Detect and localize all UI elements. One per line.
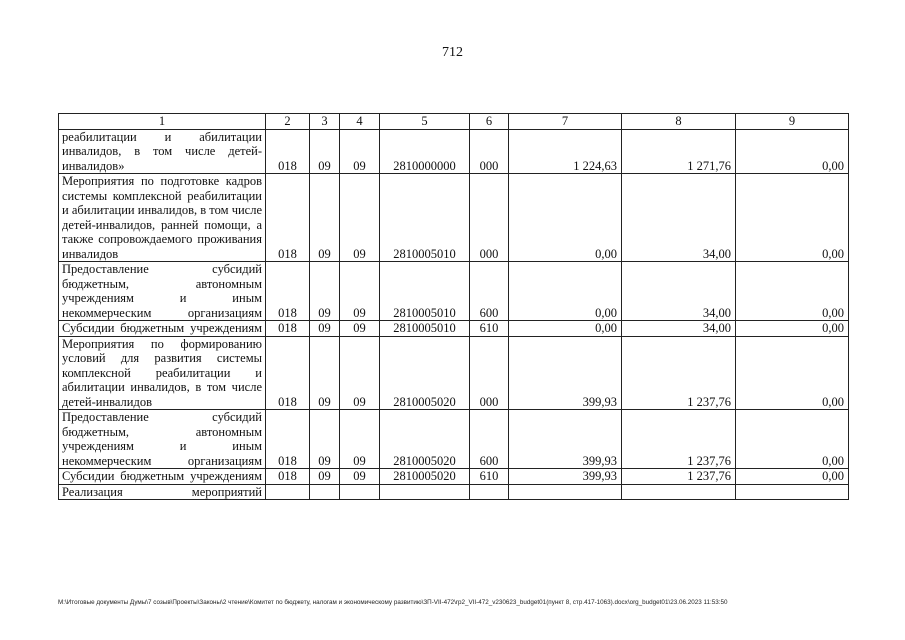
cell-amount-9: 0,00 [736, 129, 849, 174]
cell-amount-8 [622, 484, 736, 500]
cell-code-4: 09 [340, 469, 380, 485]
table-row [59, 336, 849, 410]
cell-amount-8: 1 271,76 [622, 129, 736, 174]
cell-amount-9: 0,00 [736, 469, 849, 485]
budget-table [58, 113, 849, 500]
cell-code-5: 2810000000 [380, 129, 470, 174]
cell-code-4: 09 [340, 174, 380, 262]
cell-code-6: 600 [470, 262, 509, 321]
cell-code-5: 2810005020 [380, 336, 470, 410]
cell-code-3: 09 [310, 321, 340, 337]
col-header-9: 9 [736, 114, 849, 130]
cell-code-6: 000 [470, 336, 509, 410]
cell-code-6: 610 [470, 469, 509, 485]
cell-amount-9: 0,00 [736, 262, 849, 321]
cell-code-2: 018 [266, 321, 310, 337]
cell-code-4: 09 [340, 336, 380, 410]
cell-code-2 [266, 484, 310, 500]
cell-amount-9 [736, 484, 849, 500]
cell-code-6: 610 [470, 321, 509, 337]
col-header-5: 5 [380, 114, 470, 130]
cell-code-3 [310, 484, 340, 500]
cell-amount-8: 34,00 [622, 321, 736, 337]
cell-amount-8: 1 237,76 [622, 410, 736, 469]
cell-code-5: 2810005010 [380, 321, 470, 337]
cell-code-6: 000 [470, 174, 509, 262]
cell-code-2: 018 [266, 129, 310, 174]
cell-amount-7: 1 224,63 [509, 129, 622, 174]
cell-name: Субсидии бюджетным учреждениям [59, 469, 266, 485]
col-header-8: 8 [622, 114, 736, 130]
cell-code-2: 018 [266, 174, 310, 262]
cell-code-2: 018 [266, 262, 310, 321]
table-row [59, 174, 849, 262]
cell-name: Предоставление субсидий бюджетным, автономным учреждениям и иным некоммерческим организациям [59, 262, 266, 321]
cell-amount-8: 34,00 [622, 262, 736, 321]
col-header-3: 3 [310, 114, 340, 130]
cell-amount-9: 0,00 [736, 410, 849, 469]
cell-code-4: 09 [340, 129, 380, 174]
col-header-2: 2 [266, 114, 310, 130]
cell-code-4: 09 [340, 410, 380, 469]
cell-code-3: 09 [310, 129, 340, 174]
table-row [59, 262, 849, 321]
cell-code-6 [470, 484, 509, 500]
cell-code-3: 09 [310, 336, 340, 410]
col-header-6: 6 [470, 114, 509, 130]
cell-code-4 [340, 484, 380, 500]
cell-code-5: 2810005020 [380, 469, 470, 485]
cell-amount-8: 34,00 [622, 174, 736, 262]
cell-amount-7 [509, 484, 622, 500]
footer-file-path: M:\Итоговые документы Думы\7 созыв\Проекты\Законы\2 чтение\Комитет по бюджету, налогам и экономическому развитию\ЗП-VII-472\rp2_VII-472_v230623_budget01(пункт 8, стр.417-1063).docx\org_budget01\23.06.2023 11:53:50 [58, 599, 728, 606]
col-header-4: 4 [340, 114, 380, 130]
cell-amount-7: 399,93 [509, 336, 622, 410]
cell-amount-7: 399,93 [509, 410, 622, 469]
table-body [59, 129, 849, 500]
cell-code-3: 09 [310, 469, 340, 485]
cell-code-2: 018 [266, 336, 310, 410]
header-row [59, 114, 849, 130]
cell-amount-9: 0,00 [736, 336, 849, 410]
cell-code-2: 018 [266, 410, 310, 469]
cell-amount-7: 0,00 [509, 321, 622, 337]
cell-code-5 [380, 484, 470, 500]
cell-amount-7: 399,93 [509, 469, 622, 485]
cell-code-5: 2810005010 [380, 262, 470, 321]
cell-code-2: 018 [266, 469, 310, 485]
col-header-7: 7 [509, 114, 622, 130]
cell-name: Субсидии бюджетным учреждениям [59, 321, 266, 337]
col-header-1: 1 [59, 114, 266, 130]
cell-code-3: 09 [310, 410, 340, 469]
table-row [59, 129, 849, 174]
cell-code-5: 2810005020 [380, 410, 470, 469]
cell-code-6: 600 [470, 410, 509, 469]
cell-code-5: 2810005010 [380, 174, 470, 262]
cell-amount-9: 0,00 [736, 174, 849, 262]
cell-name: реабилитации и абилитации инвалидов, в том числе детей-инвалидов» [59, 129, 266, 174]
table-row [59, 469, 849, 485]
table-row [59, 321, 849, 337]
page-number: 712 [442, 45, 463, 60]
cell-name: Мероприятия по подготовке кадров системы комплексной реабилитации и абилитации инвалидов, в том числе детей-инвалидов, ранней помощи, а также сопровождаемого проживания инвалидов [59, 174, 266, 262]
cell-code-6: 000 [470, 129, 509, 174]
table-row [59, 484, 849, 500]
cell-code-3: 09 [310, 262, 340, 321]
table-row [59, 410, 849, 469]
cell-name: Мероприятия по формированию условий для развития системы комплексной реабилитации и абилитации инвалидов, в том числе детей-инвалидов [59, 336, 266, 410]
cell-amount-9: 0,00 [736, 321, 849, 337]
cell-amount-8: 1 237,76 [622, 469, 736, 485]
cell-amount-7: 0,00 [509, 174, 622, 262]
cell-name: Реализация мероприятий [59, 484, 266, 500]
cell-code-3: 09 [310, 174, 340, 262]
cell-amount-7: 0,00 [509, 262, 622, 321]
cell-code-4: 09 [340, 321, 380, 337]
cell-code-4: 09 [340, 262, 380, 321]
cell-amount-8: 1 237,76 [622, 336, 736, 410]
cell-name: Предоставление субсидий бюджетным, автономным учреждениям и иным некоммерческим организациям [59, 410, 266, 469]
